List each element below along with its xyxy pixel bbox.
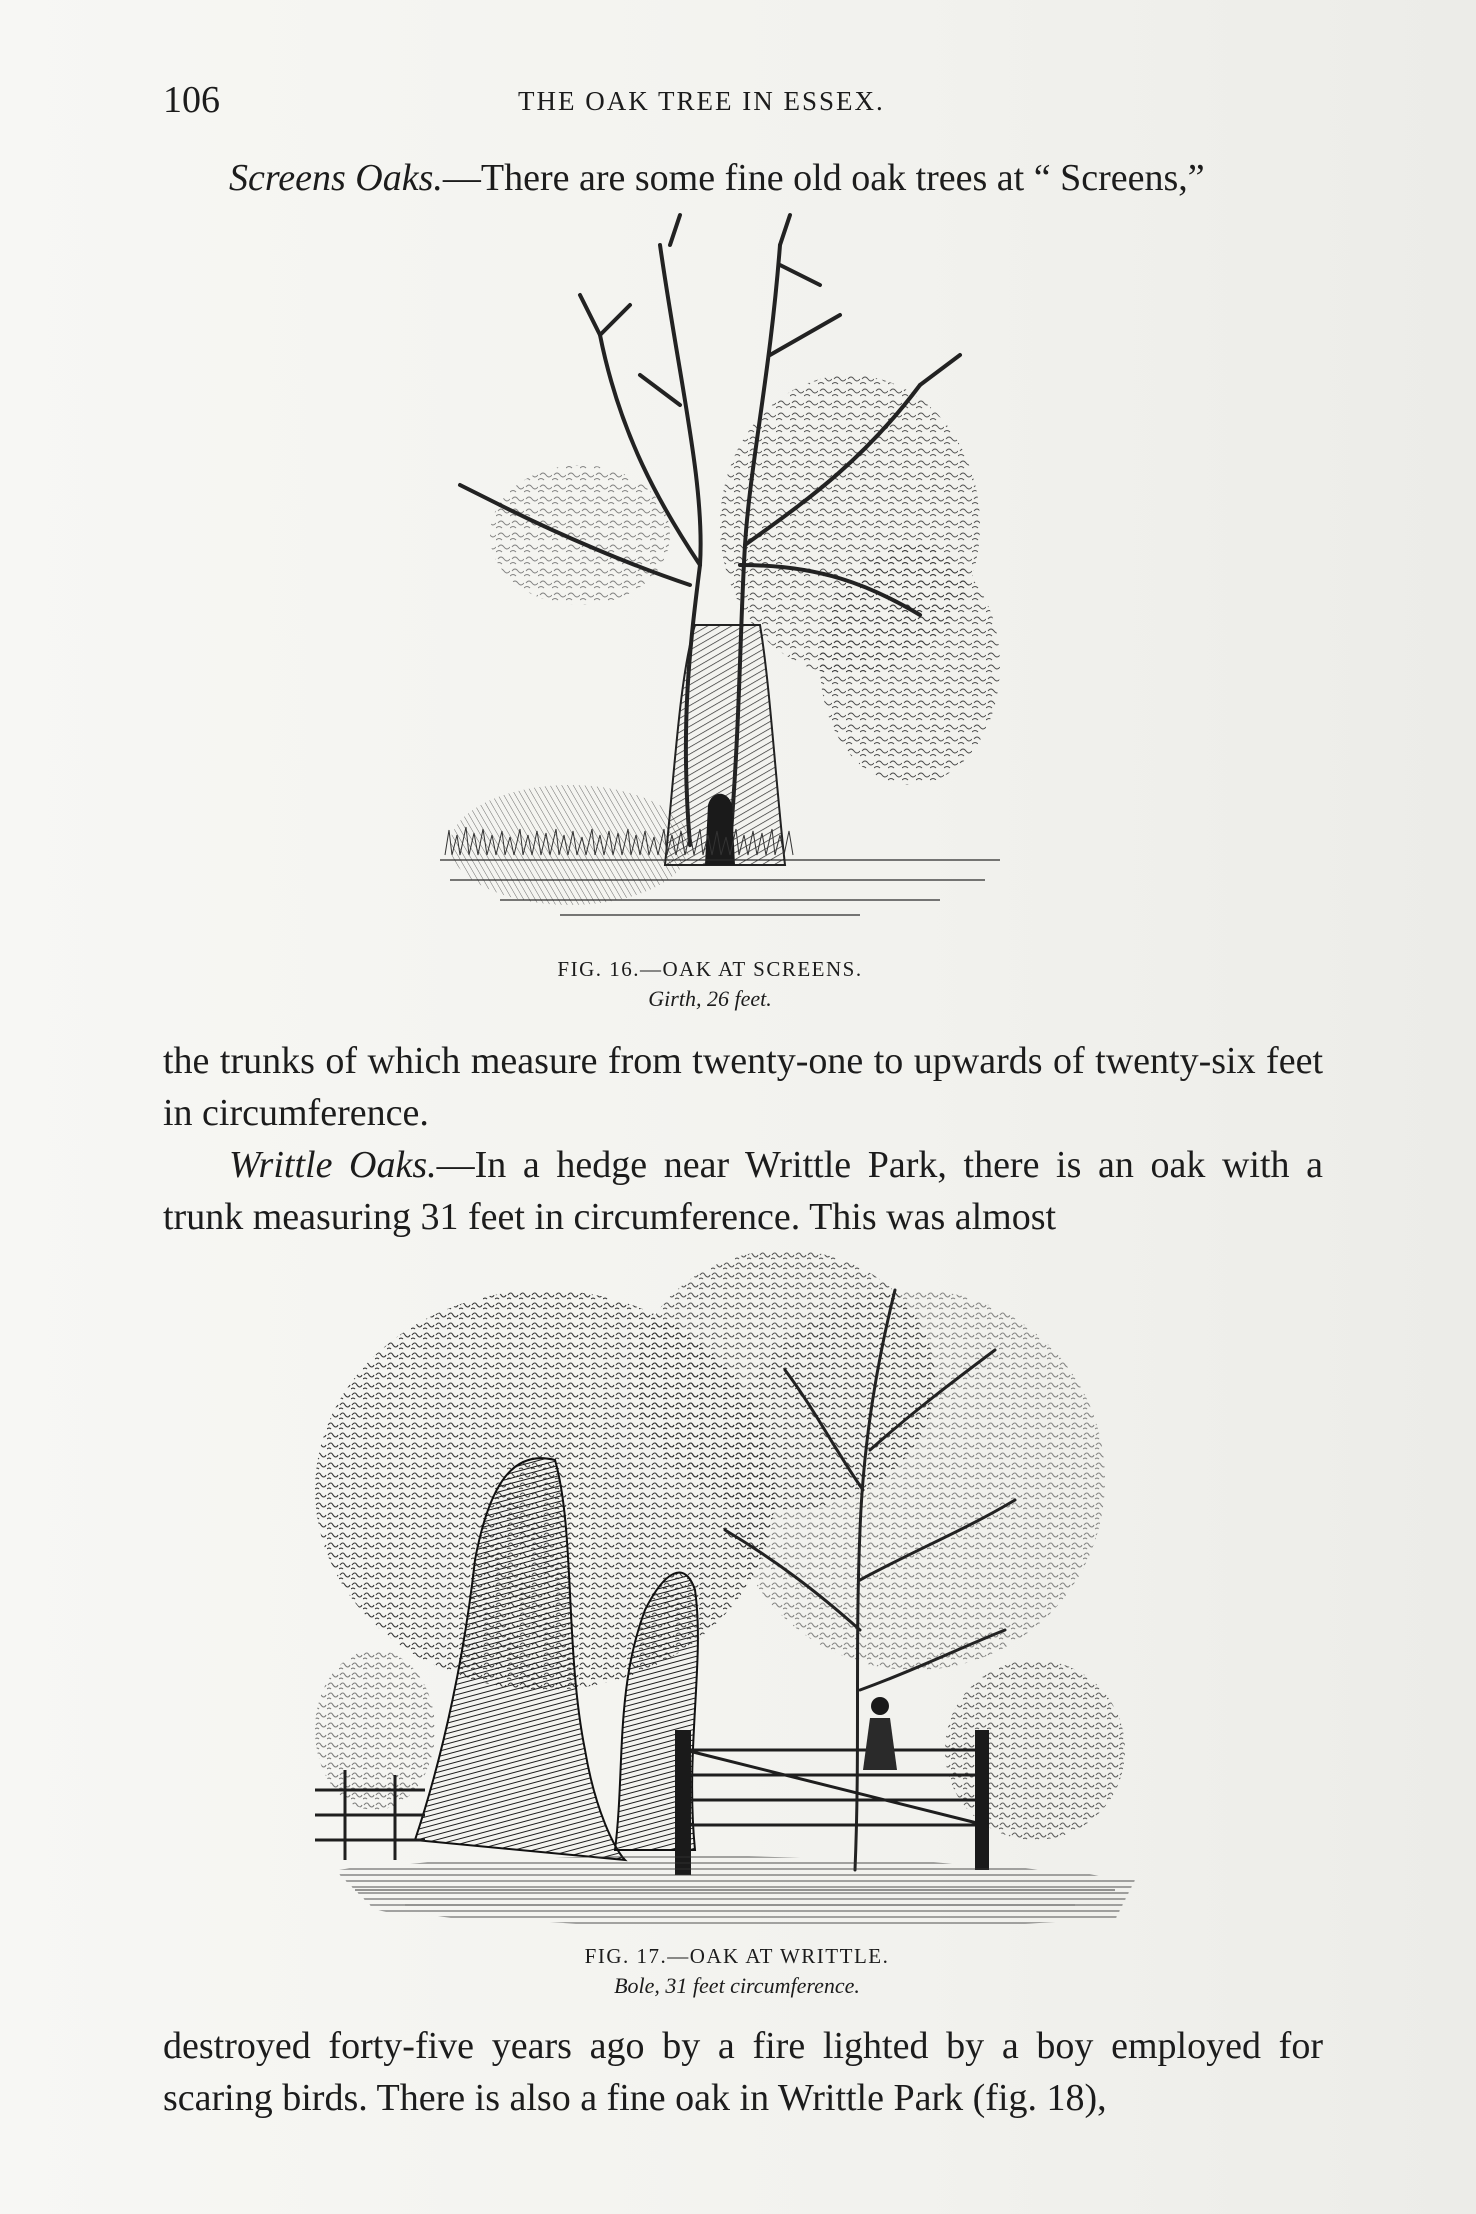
figure-16-oak-at-screens [440,205,1020,1011]
paragraph-trunks [163,1035,1323,1139]
oak-engraving-writtle [315,1230,1175,1930]
section-lead-screens-oaks: Screens Oaks. [229,157,443,199]
paragraph-screens-oaks [163,152,1323,204]
paragraph-text: —In a hedge near Writtle Park, there is an oak with a trunk measuring 31 feet in circumference. This was almost [163,1144,1323,1238]
figure-16-caption: FIG. 16.—OAK AT SCREENS. [557,957,863,981]
paragraph-text: the trunks of which measure from twenty-one to upwards of twenty-six feet in circumference. [163,1040,1323,1134]
page-number: 106 [163,79,220,121]
running-title: THE OAK TREE IN ESSEX. [518,86,885,116]
figure-17-oak-at-writtle [315,1230,1175,1998]
figure-17-bole-note: Bole, 31 feet circumference. [614,1973,860,1998]
figure-17-caption: FIG. 17.—OAK AT WRITTLE. [584,1944,890,1968]
section-lead-writtle-oaks: Writtle Oaks. [229,1144,437,1186]
paragraph-text: destroyed forty-five years ago by a fire lighted by a boy employed for scaring birds. There is also a fine oak in Writtle Park (fig. 18), [163,2025,1323,2119]
running-head [163,78,1333,121]
paragraph-writtle-oaks [163,1139,1323,1243]
paragraph-text: —There are some fine old oak trees at “ Screens,” [442,157,1205,199]
paragraph-destroyed [163,2020,1323,2124]
figure-16-girth-note: Girth, 26 feet. [648,986,772,1011]
oak-engraving-screens [440,205,1020,945]
